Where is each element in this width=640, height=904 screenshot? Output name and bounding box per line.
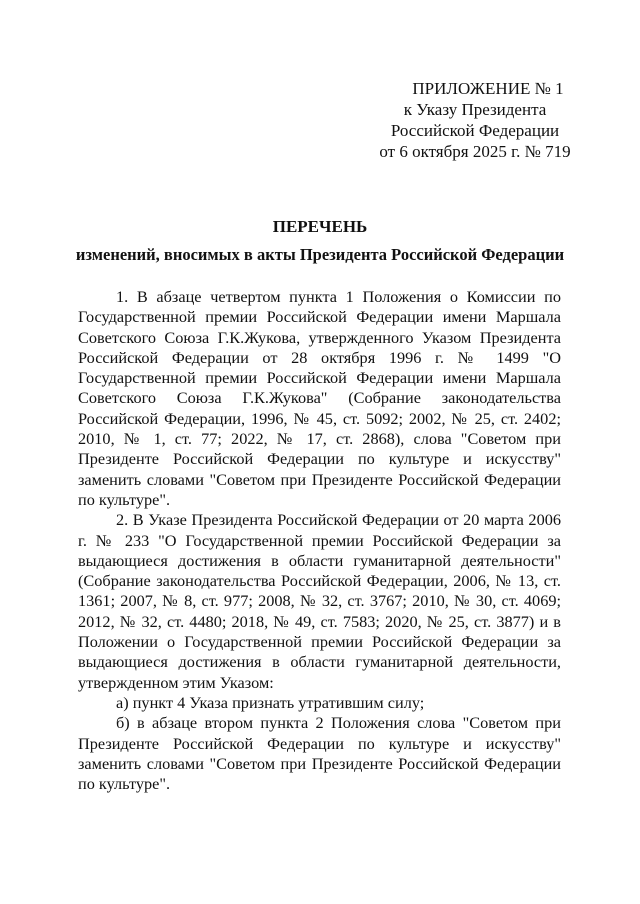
paragraph-item-2b: б) в абзаце втором пункта 2 Положения слова "Советом при Президенте Российской Федерации по культуре и искусству" заменить словами "Советом при Президенте Российской Федерации по культуре".: [78, 713, 561, 794]
document-title: ПЕРЕЧЕНЬ: [272, 217, 368, 236]
document-body: [78, 287, 561, 794]
appendix-line-federation: Российской Федерации: [390, 121, 560, 140]
paragraph-item-1: 1. В абзаце четвертом пункта 1 Положения о Комиссии по Государственной премии Российской Федерации имени Маршала Советского Союза Г.К.Жукова, утвержденного Указом Президента Российской Федерации от 28 октября 1996 г. № 1499 "О Государственной премии Российской Федерации имени Маршала Советского Союза Г.К.Жукова" (Собрание законодательства Российской Федерации, 1996, № 45, ст. 5092; 2002, № 25, ст. 2402; 2010, № 1, ст. 77; 2022, № 17, ст. 2868), слова "Советом при Президенте Российской Федерации по культуре и искусству" заменить словами "Советом при Президенте Российской Федерации по культуре".: [78, 287, 561, 509]
paragraph-item-2a: а) пункт 4 Указа признать утратившим силу;: [116, 692, 425, 712]
paragraph-item-2: 2. В Указе Президента Российской Федерации от 20 марта 2006 г. № 233 "О Государственной премии Российской Федерации за выдающиеся достижения в области гуманитарной деятельности" (Собрание законодательства Российской Федерации, 2006, № 13, ст. 1361; 2007, № 8, ст. 977; 2008, № 32, ст. 3767; 2010, № 30, ст. 4069; 2012, № 32, ст. 4480; 2018, № 49, ст. 7583; 2020, № 25, ст. 3877) и в Положении о Государственной премии Российской Федерации за выдающиеся достижения в области гуманитарной деятельности, утвержденном этим Указом:: [78, 510, 561, 692]
appendix-header: [340, 78, 610, 162]
appendix-line-decree: к Указу Президента: [403, 100, 547, 119]
document-subtitle: изменений, вносимых в акты Президента Российской Федерации: [75, 245, 565, 264]
appendix-line-date: от 6 октября 2025 г. № 719: [379, 142, 571, 161]
appendix-label: ПРИЛОЖЕНИЕ № 1: [412, 79, 564, 98]
